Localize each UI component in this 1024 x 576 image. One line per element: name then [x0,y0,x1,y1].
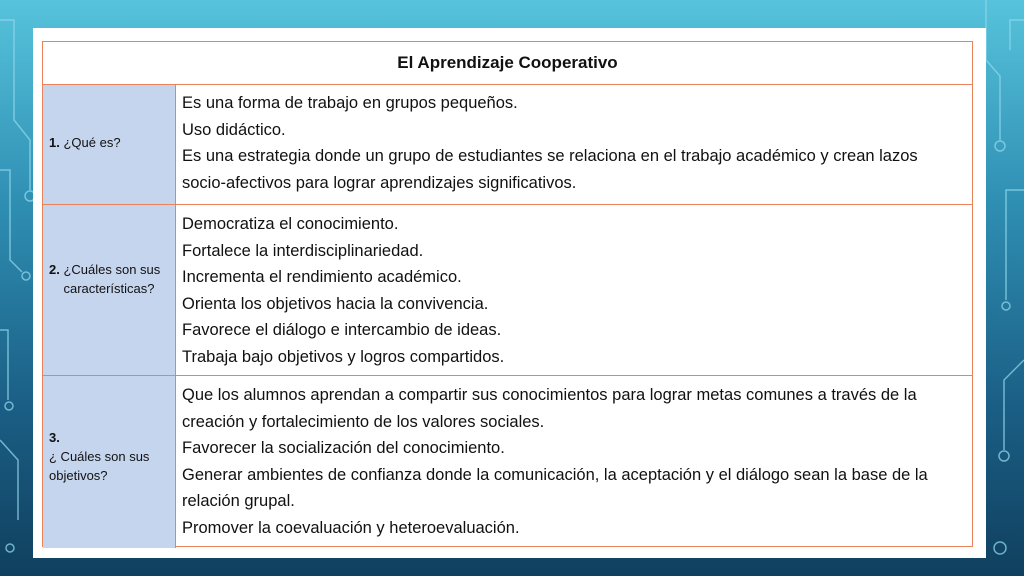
answer-line: Que los alumnos aprendan a compartir sus conocimientos para lograr metas comunes a través de la creación y fortalecimiento de los valores sociales. [182,386,917,431]
question-number: 1. [49,135,60,150]
answer-line: Promover la coevaluación y heteroevaluación. [182,518,520,537]
answer-cell [176,85,972,204]
answer-line: Uso didáctico. [182,120,286,139]
table-title: El Aprendizaje Cooperativo [43,42,972,85]
question-number: 3. [49,430,60,445]
question-number: 2. [49,262,60,277]
answer-line: Favorecer la socialización del conocimiento. [182,439,505,457]
answer-line: Fortalece la interdisciplinariedad. [182,241,424,260]
answer-line: Democratiza el conocimiento. [182,215,399,233]
question-cell [43,205,176,375]
answer-cell [176,376,972,548]
table-row [43,85,972,205]
answer-line: Es una forma de trabajo en grupos pequeños. [182,94,518,112]
answer-line: Orienta los objetivos hacia la convivencia. [182,294,489,313]
answer-line: Trabaja bajo objetivos y logros compartidos. [182,347,505,366]
question-cell [43,85,176,204]
answer-line: Es una estrategia donde un grupo de estudiantes se relaciona en el trabajo académico y crean lazos socio-afectivos para lograr aprendizajes significativos. [182,147,918,192]
table-row [43,205,972,376]
question-text: ¿Qué es? [63,135,121,150]
answer-line: Favorece el diálogo e intercambio de ideas. [182,321,502,339]
answer-cell [176,205,972,375]
question-text: ¿ Cuáles son sus objetivos? [49,449,150,483]
answer-line: Incrementa el rendimiento académico. [182,268,462,286]
question-cell [43,376,176,548]
slide-content [33,28,986,558]
table-row [43,376,972,548]
answer-line: Generar ambientes de confianza donde la comunicación, la aceptación y el diálogo sean la base de la relación grupal. [182,465,928,510]
question-text: ¿Cuáles son sus características? [63,262,161,296]
cooperative-learning-table [42,41,973,547]
